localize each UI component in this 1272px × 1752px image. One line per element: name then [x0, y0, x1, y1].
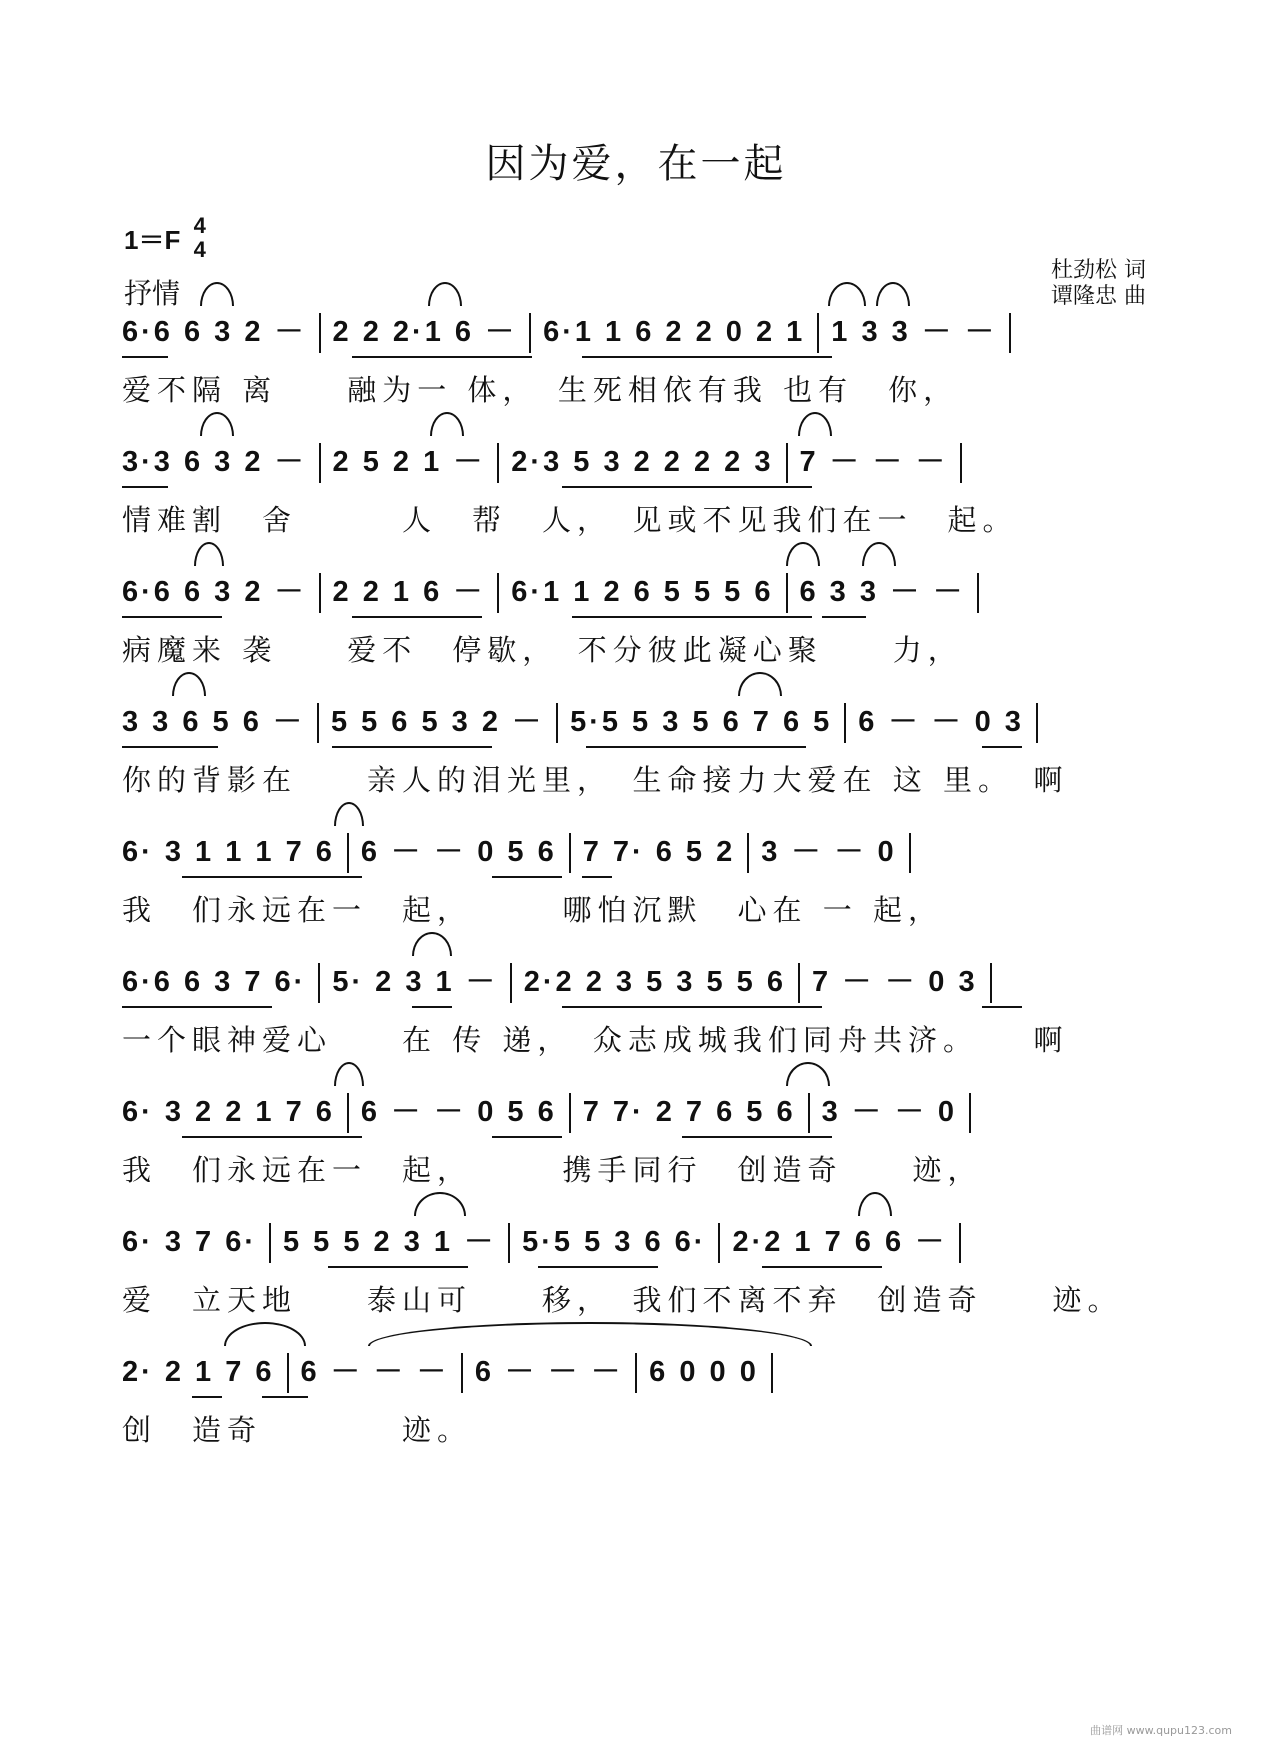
barline [319, 313, 321, 353]
notes-line [122, 960, 1162, 1004]
measure: 6 － － 0 5 6 [360, 836, 557, 868]
lyrics-line: 一个眼神爱心 在 传 递， 众志成城我们同舟共济。 啊 [122, 1023, 1069, 1057]
measure: 6·6 6 3 2 － [122, 576, 307, 608]
barline [510, 963, 512, 1003]
time-top: 4 [193, 213, 206, 238]
measure: 6· 3 1 1 1 7 6 [122, 836, 335, 868]
barline [771, 1353, 773, 1393]
measure: 6·6 6 3 7 6· [122, 966, 307, 998]
score-row [122, 666, 1162, 806]
measure: 5 5 5 2 3 1 － [283, 1226, 497, 1258]
measure: 7 7· 6 5 2 [582, 836, 736, 868]
lyrics-line: 创 造奇 迹。 [122, 1413, 473, 1447]
measure: 2 5 2 1 － [332, 446, 486, 478]
lyrics-line: 我 们永远在一 起， 哪怕沉默 心在 一 起， [122, 893, 943, 927]
score-row [122, 796, 1162, 936]
barline [461, 1353, 463, 1393]
barline [556, 703, 558, 743]
measure: 6 － － － [300, 1356, 449, 1388]
measure: 2· 2 1 7 6 [122, 1356, 275, 1388]
measure: 2·2 1 7 6 6 － [732, 1226, 948, 1258]
time-signature [194, 214, 206, 262]
barline [786, 573, 788, 613]
measure: 6·6 6 3 2 － [122, 316, 307, 348]
measure: 2·3 5 3 2 2 2 2 3 [511, 446, 774, 478]
barline [718, 1223, 720, 1263]
barline [497, 573, 499, 613]
measure: 5·5 5 3 6 6· [522, 1226, 707, 1258]
time-bottom: 4 [193, 237, 206, 262]
barline [529, 313, 531, 353]
barline [786, 443, 788, 483]
measure: 6· 3 7 6· [122, 1226, 257, 1258]
lyrics-line: 爱 立天地 泰山可 移， 我们不离不弃 创造奇 迹。 [122, 1283, 1123, 1317]
lyrics-line: 我 们永远在一 起， 携手同行 创造奇 迹， [122, 1153, 983, 1187]
notes-line [122, 1350, 1162, 1394]
watermark: 曲谱网 www.qupu123.com [1090, 1724, 1232, 1737]
barline [269, 1223, 271, 1263]
barline [508, 1223, 510, 1263]
measure: 7 － － － [799, 446, 948, 478]
measure: 2 2 1 6 － [332, 576, 486, 608]
score-row [122, 536, 1162, 676]
lyrics-line: 病魔来 袭 爱不 停歇， 不分彼此凝心聚 力， [122, 633, 963, 667]
barline [347, 833, 349, 873]
barline [347, 1093, 349, 1133]
measure: 3 3 6 5 6 － [122, 706, 305, 738]
measure: 6 0 0 0 [649, 1356, 759, 1388]
key-label: 1＝F [124, 224, 181, 255]
notes-line [122, 570, 1162, 614]
measure: 6· 3 2 2 1 7 6 [122, 1096, 335, 1128]
lyrics-line: 你的背影在 亲人的泪光里， 生命接力大爱在 这 里。 啊 [122, 763, 1069, 797]
notes-line [122, 310, 1162, 354]
barline [977, 573, 979, 613]
barline [990, 963, 992, 1003]
composer: 谭隆忠 曲 [1051, 284, 1146, 309]
barline [635, 1353, 637, 1393]
measure: 3·3 6 3 2 － [122, 446, 307, 478]
measure: 5 5 6 5 3 2 － [330, 706, 545, 738]
barline [287, 1353, 289, 1393]
measure: 5· 2 3 1 － [332, 966, 498, 998]
notes-line [122, 830, 1162, 874]
barline [969, 1093, 971, 1133]
measure: 2·2 2 3 5 3 5 5 6 [523, 966, 786, 998]
score-row [122, 1316, 1162, 1456]
barline [569, 1093, 571, 1133]
barline [909, 833, 911, 873]
barline [844, 703, 846, 743]
notes-line [122, 440, 1162, 484]
song-title: 因为爱，在一起 [485, 141, 787, 187]
measure: 2 2 2·1 6 － [332, 316, 518, 348]
mood-marking: 抒情 [124, 277, 181, 310]
barline [1036, 703, 1038, 743]
lyrics-line: 爱不隔 离 融为一 体， 生死相依有我 也有 你， [122, 373, 959, 407]
score-row [122, 406, 1162, 546]
score-row [122, 1186, 1162, 1326]
barline [808, 1093, 810, 1133]
barline [319, 443, 321, 483]
barline [798, 963, 800, 1003]
key-signature [124, 214, 206, 262]
barline [569, 833, 571, 873]
measure: 5·5 5 3 5 6 7 6 5 [570, 706, 833, 738]
measure: 6 3 3 － － [799, 576, 966, 608]
lyricist: 杜劲松 词 [1051, 258, 1146, 283]
measure: 6 － － 0 3 [858, 706, 1024, 738]
barline [497, 443, 499, 483]
measure: 1 3 3 － － [831, 316, 997, 348]
lyrics-line: 情难割 舍 人 帮 人， 见或不见我们在一 起。 [122, 503, 1018, 537]
barline [318, 963, 320, 1003]
score-row [122, 276, 1162, 416]
notes-line [122, 1220, 1162, 1264]
measure: 6 － － － [474, 1356, 624, 1388]
barline [960, 443, 962, 483]
measure: 3 － － 0 [821, 1096, 958, 1128]
measure: 7 7· 2 7 6 5 6 [582, 1096, 796, 1128]
barline [747, 833, 749, 873]
barline [319, 573, 321, 613]
score-row [122, 1056, 1162, 1196]
barline [817, 313, 819, 353]
barline [317, 703, 319, 743]
measure: 6·1 1 2 6 5 5 5 6 [511, 576, 774, 608]
measure: 6 － － 0 5 6 [360, 1096, 557, 1128]
notes-line [122, 1090, 1162, 1134]
measure: 6·1 1 6 2 2 0 2 1 [543, 316, 806, 348]
barline [1009, 313, 1011, 353]
score-row [122, 926, 1162, 1066]
barline [959, 1223, 961, 1263]
notes-line [122, 700, 1162, 744]
measure: 3 － － 0 [761, 836, 897, 868]
measure: 7 － － 0 3 [811, 966, 978, 998]
